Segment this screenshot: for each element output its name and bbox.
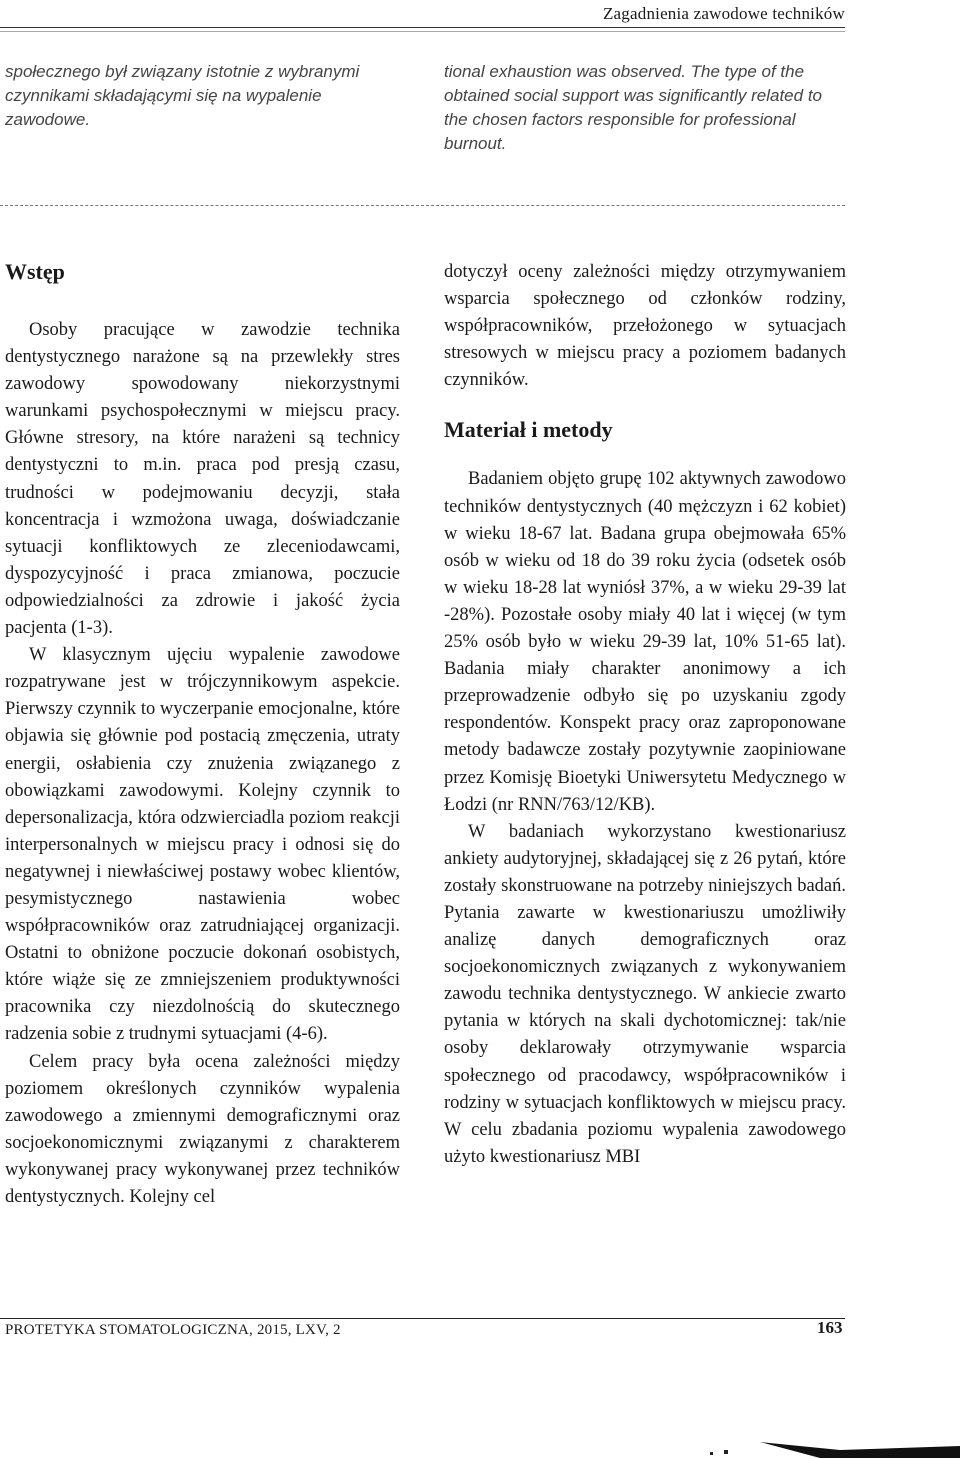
intro-paragraph: Celem pracy była ocena zależności między poziomem określonych czynników wypalenia zawodowego a zmiennymi demograficznymi oraz socjoekonomicznymi związanymi z charakterem wykonywanej pracy wykonywanej przez techników dentystycznych. Kolejny cel bbox=[5, 1051, 400, 1207]
intro-continuation: dotyczył oceny zależności między otrzymywaniem wsparcia społecznego od członków rodziny, współpracowników, przełożonego w sytuacjach stresowych w miejscu pracy a poziomem badanych czynników. bbox=[444, 262, 846, 391]
header-rule bbox=[0, 27, 845, 28]
summary-divider bbox=[0, 205, 845, 206]
left-column bbox=[5, 258, 400, 1211]
intro-paragraph: W klasycznym ujęciu wypalenie zawodowe rozpatrywane jest w trójczynnikowym aspekcie. Pierwszy czynnik to wyczerpanie emocjonalne, które objawia się głównie pod postacią zmęczenia, utraty energii, osłabienia czy znużenia związanego z obowiązkami zawodowymi. Kolejny czynnik to depersonalizacja, która odzwierciadla poziom reakcji interpersonalnych w miejscu pracy i odnosi się do negatywnej i niewłaściwej postawy wobec klientów, pesymistycznego nastawienia wobec współpracowników oraz zatrudniającej organizacji. Ostatni to obniżone poczucie dokonań osobistych, które wiąże się ze zmniejszeniem produktywności pracownika czy niezdolnością do skutecznego radzenia sobie z trudnymi sytuacjami (4-6). bbox=[5, 645, 400, 1045]
methods-paragraph: W badaniach wykorzystano kwestionariusz ankiety audytoryjnej, składającej się z 26 pytań, które zostały skonstruowane na potrzeby niniejszych badań. Pytania zawarte w kwestionariuszu umożliwiły analizę danych demograficznych oraz socjoekonomicznych związanych z wykonywaniem zawodu technika dentystycznego. W ankiecie zwarto pytania w których na skali dychotomicznej: tak/nie osoby deklarowały otrzymywanie wsparcia społecznego od pracodawcy, współpracowników i rodziny w sytuacjach konfliktowych w miejscu pracy. W celu zbadania poziomu wypalenia zawodowego użyto kwestionariusz MBI bbox=[444, 821, 846, 1167]
page-number: 163 bbox=[817, 1318, 843, 1337]
methods-paragraph: Badaniem objęto grupę 102 aktywnych zawodowo techników dentystycznych (40 mężczyzn i 62 kobiet) w wieku 18-67 lat. Badana grupa obejmowała 65% osób w wieku od 18 do 39 roku życia (odsetek osób w wieku 18-28 lat wyniósł 37%, a w wieku 29-39 lat -28%). Pozostałe osoby miały 40 lat i więcej (w tym 25% osób było w wieku 29-39 lat, 10% 51-65 lat). Badania miały charakter anonimowy a ich przeprowadzenie odbyło się po uzyskaniu zgody respondentów. Konspekt pracy oraz zaproponowane metody badawcze zostały pozytywnie zaopiniowane przez Komisję Bioetyki Uniwersytetu Medycznego w Łodzi (nr RNN/763/12/KB). bbox=[444, 469, 846, 815]
summary-end-polish: społecznego był związany istotnie z wybranymi czynnikami składającymi się na wypalenie zawodowe. bbox=[5, 62, 360, 129]
right-column bbox=[444, 259, 846, 1171]
section-heading-intro: Wstęp bbox=[5, 259, 65, 284]
footer-rule bbox=[0, 1318, 845, 1319]
scan-artifact bbox=[700, 1430, 960, 1458]
summary-end-english: tional exhaustion was observed. The type of the obtained social support was significantly related to the chosen factors responsible for professional burnout. bbox=[444, 62, 822, 153]
running-head: Zagadnienia zawodowe techników bbox=[602, 4, 845, 23]
intro-paragraph: Osoby pracujące w zawodzie technika dentystycznego narażone są na przewlekły stres zawodowy spowodowany niekorzystnymi warunkami psychospołecznymi w miejscu pracy. Główne stresory, na które narażeni są technicy dentystyczni to m.in. praca pod presją czasu, trudności w podejmowaniu decyzji, stała koncentracja i wzmożona uwaga, doświadczanie sytuacji konfliktowych ze zleceniodawcami, dyspozycyjność i praca zmianowa, poczucie odpowiedzialności za zdrowie i jakość życia pacjenta (1-3). bbox=[5, 320, 400, 639]
header-rule-secondary bbox=[0, 31, 845, 32]
footer-journal-citation: PROTETYKA STOMATOLOGICZNA, 2015, LXV, 2 bbox=[5, 1322, 341, 1338]
section-heading-methods: Materiał i metody bbox=[444, 417, 613, 443]
